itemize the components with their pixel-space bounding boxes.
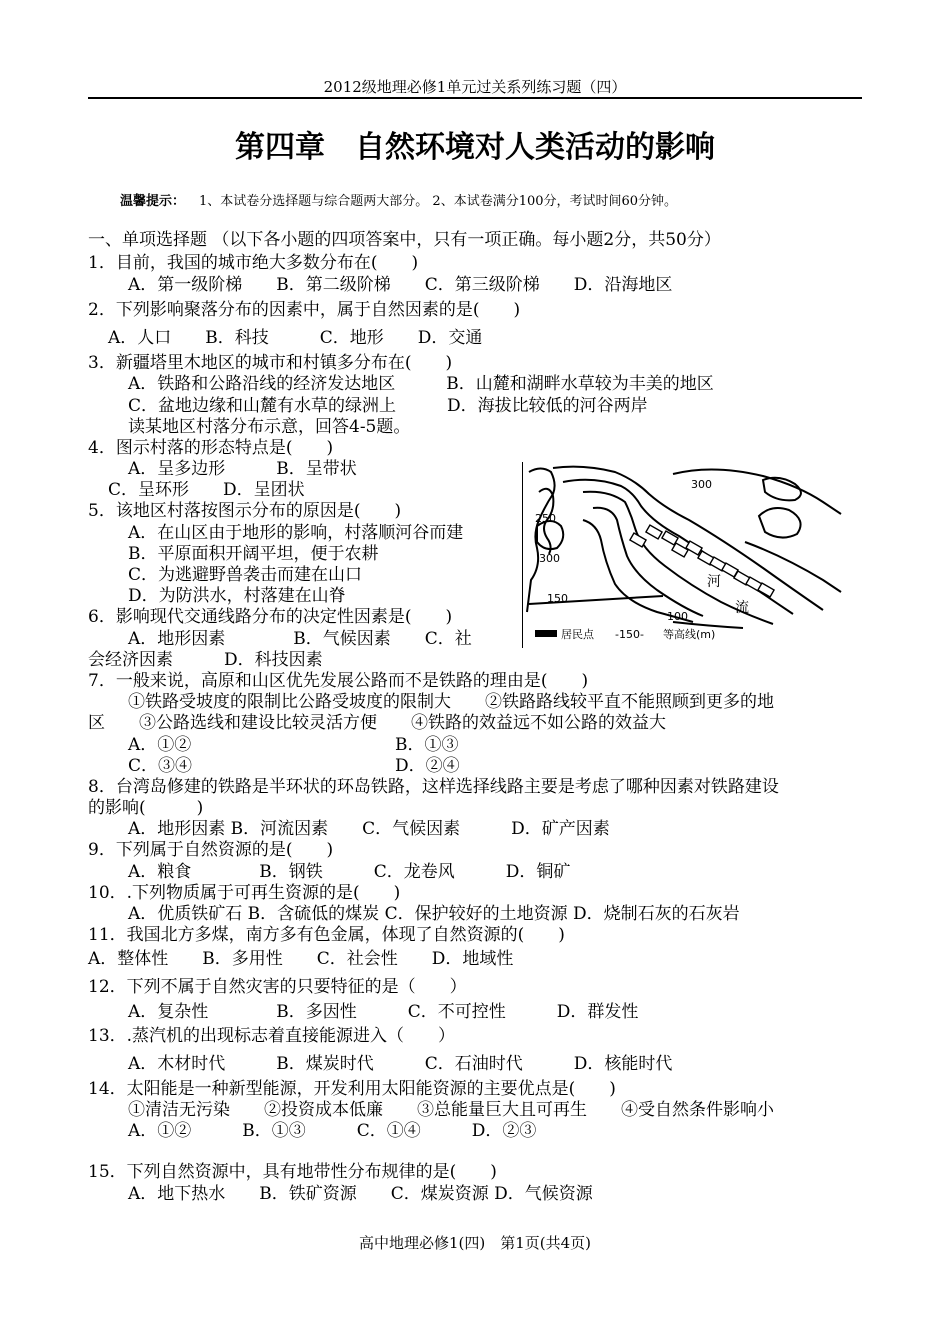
question-5-option-d: D．为防洪水，村落建在山脊 — [128, 586, 346, 606]
question-7-statements-cont: 区 ③公路选线和建设比较灵活方便 ④铁路的效益远不如公路的效益大 — [88, 713, 666, 733]
notice-text: 1、本试卷分选择题与综合题两大部分。 2、本试卷满分100分，考试时间60分钟。 — [199, 194, 678, 209]
section-heading: 一、单项选择题 （以下各小题的四项答案中，只有一项正确。每小题2分，共50分） — [88, 230, 721, 250]
contour-line — [673, 469, 841, 514]
question-9: 9．下列属于自然资源的是( ) — [88, 840, 334, 860]
river-label: 河 — [707, 574, 721, 590]
page-header: 2012级地理必修1单元过关系列练习题（四） — [323, 78, 627, 96]
question-6-options-cont: 会经济因素 D．科技因素 — [88, 650, 323, 670]
question-1-options: A．第一级阶梯 B．第二级阶梯 C．第三级阶梯 D．沿海地区 — [128, 275, 673, 295]
contour-label: 250 — [535, 512, 556, 525]
question-9-options: A．粮食 B．钢铁 C．龙卷风 D．铜矿 — [128, 862, 571, 882]
question-3: 3．新疆塔里木地区的城市和村镇多分布在( ) — [88, 353, 453, 373]
river-label: 流 — [735, 600, 749, 616]
legend-settlement-symbol — [535, 630, 557, 637]
question-12-options: A．复杂性 B．多因性 C．不可控性 D．群发性 — [128, 1002, 639, 1022]
settlement — [646, 525, 662, 539]
question-5-option-b: B．平原面积开阔平坦，便于农耕 — [128, 544, 379, 564]
question-8-cont: 的影响( ) — [88, 798, 204, 818]
question-11: 11．我国北方多煤，南方多有色金属，体现了自然资源的( ) — [88, 925, 565, 945]
question-3-options-cd: C．盆地边缘和山麓有水草的绿洲上 D．海拔比较低的河谷两岸 — [128, 396, 648, 416]
contour-label: 300 — [539, 552, 560, 565]
question-4: 4．图示村落的形态特点是( ) — [88, 438, 334, 458]
question-10: 10．.下列物质属于可再生资源的是( ) — [88, 883, 401, 903]
question-7-option-d: D．②④ — [395, 756, 460, 776]
question-4-options-cd: C．呈环形 D．呈团状 — [108, 480, 305, 500]
contour-label: 100 — [667, 610, 688, 623]
question-15-options: A．地下热水 B．铁矿资源 C．煤炭资源 D．气候资源 — [128, 1184, 593, 1204]
page-title: 第四章 自然环境对人类活动的影响 — [235, 130, 715, 165]
question-7-option-b: B．①③ — [395, 735, 459, 755]
contour-map-svg — [523, 462, 843, 648]
question-2: 2．下列影响聚落分布的因素中，属于自然因素的是( ) — [88, 300, 521, 320]
question-14-options: A．①② B．①③ C．①④ D．②③ — [128, 1121, 537, 1141]
question-5: 5．该地区村落按图示分布的原因是( ) — [88, 501, 402, 521]
question-5-option-c: C．为逃避野兽袭击而建在山口 — [128, 565, 363, 585]
question-3-options-ab: A．铁路和公路沿线的经济发达地区 B．山麓和湖畔水草较为丰美的地区 — [128, 374, 714, 394]
question-7: 7．一般来说，高原和山区优先发展公路而不是铁路的理由是( ) — [88, 671, 589, 691]
settlement — [758, 583, 774, 597]
legend-contour-sample: -150- — [615, 628, 644, 641]
question-10-options: A．优质铁矿石 B．含硫低的煤炭 C．保护较好的土地资源 D．烧制石灰的石灰岩 — [128, 904, 740, 924]
question-8-options: A．地形因素 B．河流因素 C．气候因素 D．矿产因素 — [128, 819, 610, 839]
question-11-options: A．整体性 B．多用性 C．社会性 D．地域性 — [88, 949, 514, 969]
page-footer: 高中地理必修1(四) 第1页(共4页) — [358, 1234, 592, 1252]
question-2-options: A．人口 B．科技 C．地形 D．交通 — [108, 328, 483, 348]
figure-prompt: 读某地区村落分布示意，回答4-5题。 — [128, 417, 411, 437]
question-14: 14．太阳能是一种新型能源，开发利用太阳能资源的主要优点是( ) — [88, 1079, 616, 1099]
question-13-options: A．木材时代 B．煤炭时代 C．石油时代 D．核能时代 — [128, 1054, 673, 1074]
question-14-statements: ①清洁无污染 ②投资成本低廉 ③总能量巨大且可再生 ④受自然条件影响小 — [128, 1100, 774, 1120]
question-12: 12．下列不属于自然灾害的只要特征的是（ ） — [88, 977, 467, 997]
question-6: 6．影响现代交通线路分布的决定性因素是( ) — [88, 607, 453, 627]
notice-label: 温馨提示： — [120, 194, 186, 209]
question-1: 1．目前，我国的城市绝大多数分布在( ) — [88, 253, 419, 273]
header-rule — [88, 97, 862, 99]
village-distribution-map — [522, 462, 843, 648]
question-13: 13．.蒸汽机的出现标志着直接能源进入（ ） — [88, 1026, 456, 1046]
notice — [120, 190, 677, 209]
contour-label: 300 — [691, 478, 712, 491]
question-7-statements: ①铁路受坡度的限制比公路受坡度的限制大 ②铁路路线较平直不能照顾到更多的地 — [128, 692, 774, 712]
settlement — [672, 543, 688, 557]
question-5-option-a: A．在山区由于地形的影响，村落顺河谷而建 — [128, 523, 464, 543]
question-15: 15．下列自然资源中，具有地带性分布规律的是( ) — [88, 1162, 497, 1182]
settlement — [686, 541, 702, 555]
question-8: 8．台湾岛修建的铁路是半环状的环岛铁路，这样选择线路主要是考虑了哪种因素对铁路建设 — [88, 777, 779, 797]
question-7-option-c: C．③④ — [128, 756, 193, 776]
question-4-options-ab: A．呈多边形 B．呈带状 — [128, 459, 357, 479]
legend-contour-label: 等高线(m) — [663, 628, 716, 641]
contour-line — [759, 508, 801, 538]
settlement — [630, 533, 646, 547]
question-7-option-a: A．①② — [128, 735, 192, 755]
question-6-options: A．地形因素 B．气候因素 C．社 — [128, 629, 472, 649]
legend-settlement-label: 居民点 — [561, 628, 594, 641]
contour-label: 150 — [547, 592, 568, 605]
